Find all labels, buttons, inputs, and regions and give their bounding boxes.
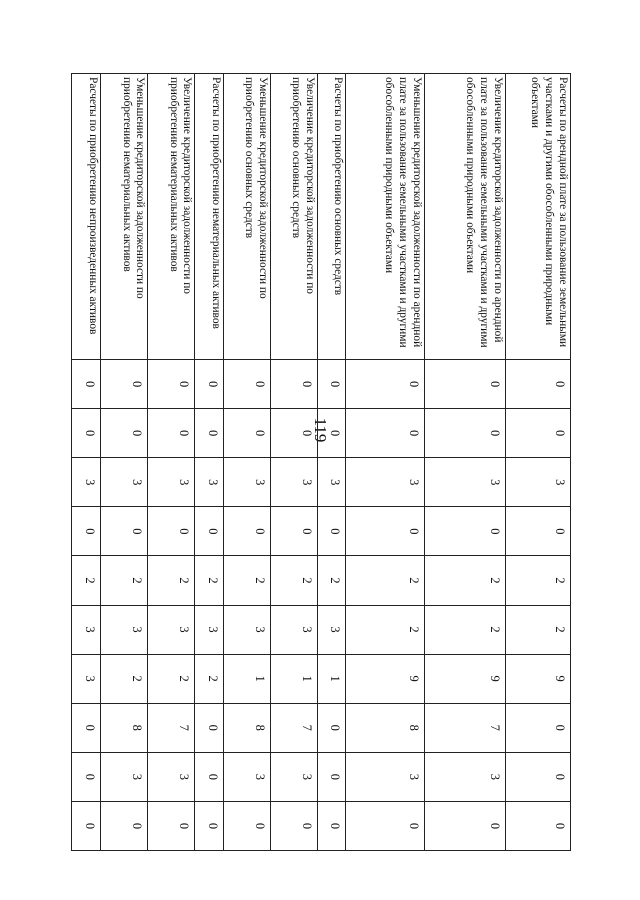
table-row (317, 74, 345, 851)
code-digit: 0 (506, 507, 571, 556)
code-digit: 0 (424, 360, 506, 409)
row-label: Расчеты по приобретению непроизведенных активов (72, 74, 101, 360)
row-label: Уменьшение кредиторской задолженности по приобретению нематериальных активов (101, 74, 148, 360)
row-label: Увеличение кредиторской задолженности по приобретению нематериальных активов (148, 74, 195, 360)
code-digit: 3 (223, 605, 270, 654)
row-label: Увеличение кредиторской задолженности по арендной плате за пользование земельными участками и другими обособленными природными объектами (424, 74, 506, 360)
code-digit: 2 (506, 605, 571, 654)
code-digit: 0 (148, 409, 195, 458)
code-digit: 3 (506, 458, 571, 507)
code-digit: 0 (506, 801, 571, 850)
code-digit: 3 (148, 752, 195, 801)
code-digit: 0 (346, 360, 424, 409)
code-digit: 2 (424, 605, 506, 654)
code-digit: 3 (346, 752, 424, 801)
code-digit: 0 (101, 409, 148, 458)
code-digit: 0 (101, 507, 148, 556)
code-digit: 0 (346, 801, 424, 850)
table-row (346, 74, 424, 851)
code-digit: 9 (506, 654, 571, 703)
code-digit: 0 (195, 507, 223, 556)
code-digit: 0 (195, 409, 223, 458)
code-digit: 1 (317, 654, 345, 703)
code-digit: 2 (101, 654, 148, 703)
row-label: Расчеты по арендной плате за пользование земельными участками и другими обособленными природными объектами (506, 74, 571, 360)
code-digit: 3 (317, 605, 345, 654)
code-digit: 0 (506, 409, 571, 458)
code-digit: 0 (101, 801, 148, 850)
table-row (223, 74, 270, 851)
code-digit: 0 (101, 360, 148, 409)
row-label: Расчеты по приобретению основных средств (317, 74, 345, 360)
code-digit: 0 (506, 360, 571, 409)
row-label: Расчеты по приобретению нематериальных активов (195, 74, 223, 360)
code-digit: 0 (72, 801, 101, 850)
code-digit: 0 (223, 360, 270, 409)
row-label: Увеличение кредиторской задолженности по приобретению основных средств (270, 74, 317, 360)
code-digit: 3 (270, 605, 317, 654)
code-digit: 0 (424, 409, 506, 458)
table-row (148, 74, 195, 851)
code-digit: 0 (317, 752, 345, 801)
code-digit: 3 (195, 458, 223, 507)
code-digit: 9 (424, 654, 506, 703)
code-digit: 0 (223, 801, 270, 850)
code-digit: 7 (148, 703, 195, 752)
accounts-table (71, 73, 571, 851)
code-digit: 0 (148, 360, 195, 409)
code-digit: 3 (424, 458, 506, 507)
code-digit: 0 (195, 360, 223, 409)
code-digit: 0 (424, 801, 506, 850)
code-digit: 0 (195, 703, 223, 752)
code-digit: 3 (101, 752, 148, 801)
code-digit: 0 (270, 360, 317, 409)
code-digit: 2 (317, 556, 345, 605)
code-digit: 2 (346, 605, 424, 654)
table-row (424, 74, 506, 851)
code-digit: 2 (424, 556, 506, 605)
code-digit: 0 (148, 801, 195, 850)
code-digit: 8 (101, 703, 148, 752)
code-digit: 2 (346, 556, 424, 605)
table-body (72, 74, 571, 851)
code-digit: 0 (72, 752, 101, 801)
code-digit: 3 (148, 458, 195, 507)
code-digit: 0 (317, 801, 345, 850)
row-label: Уменьшение кредиторской задолженности по приобретению основных средств (223, 74, 270, 360)
code-digit: 0 (72, 703, 101, 752)
table-row (506, 74, 571, 851)
code-digit: 3 (72, 654, 101, 703)
code-digit: 0 (317, 703, 345, 752)
code-digit: 2 (195, 654, 223, 703)
code-digit: 0 (506, 703, 571, 752)
code-digit: 3 (101, 605, 148, 654)
code-digit: 3 (195, 605, 223, 654)
page-number: 119 (311, 417, 330, 443)
row-label: Уменьшение кредиторской задолженности по арендной плате за пользование земельными участками и другими обособленными природными объектами (346, 74, 424, 360)
table-row (72, 74, 101, 851)
code-digit: 3 (72, 605, 101, 654)
code-digit: 3 (72, 458, 101, 507)
table-frame (71, 73, 571, 851)
code-digit: 9 (346, 654, 424, 703)
table-row (101, 74, 148, 851)
code-digit: 3 (424, 752, 506, 801)
code-digit: 2 (270, 556, 317, 605)
code-digit: 2 (506, 556, 571, 605)
code-digit: 0 (270, 507, 317, 556)
code-digit: 3 (223, 752, 270, 801)
code-digit: 0 (346, 507, 424, 556)
code-digit: 3 (317, 458, 345, 507)
code-digit: 7 (270, 703, 317, 752)
code-digit: 0 (346, 409, 424, 458)
code-digit: 0 (317, 409, 345, 458)
code-digit: 8 (346, 703, 424, 752)
code-digit: 3 (270, 752, 317, 801)
code-digit: 2 (101, 556, 148, 605)
code-digit: 0 (270, 801, 317, 850)
code-digit: 0 (195, 752, 223, 801)
code-digit: 2 (195, 556, 223, 605)
code-digit: 0 (223, 409, 270, 458)
code-digit: 0 (317, 507, 345, 556)
code-digit: 0 (270, 409, 317, 458)
code-digit: 3 (223, 458, 270, 507)
code-digit: 0 (424, 507, 506, 556)
code-digit: 1 (270, 654, 317, 703)
code-digit: 0 (223, 507, 270, 556)
code-digit: 3 (346, 458, 424, 507)
code-digit: 0 (72, 409, 101, 458)
code-digit: 3 (101, 458, 148, 507)
code-digit: 0 (317, 360, 345, 409)
table-row (270, 74, 317, 851)
code-digit: 7 (424, 703, 506, 752)
code-digit: 2 (148, 556, 195, 605)
code-digit: 2 (223, 556, 270, 605)
code-digit: 0 (148, 507, 195, 556)
table-row (195, 74, 223, 851)
code-digit: 0 (506, 752, 571, 801)
code-digit: 0 (72, 507, 101, 556)
code-digit: 0 (195, 801, 223, 850)
code-digit: 1 (223, 654, 270, 703)
code-digit: 3 (270, 458, 317, 507)
code-digit: 2 (148, 654, 195, 703)
code-digit: 0 (72, 360, 101, 409)
code-digit: 3 (148, 605, 195, 654)
code-digit: 8 (223, 703, 270, 752)
code-digit: 2 (72, 556, 101, 605)
